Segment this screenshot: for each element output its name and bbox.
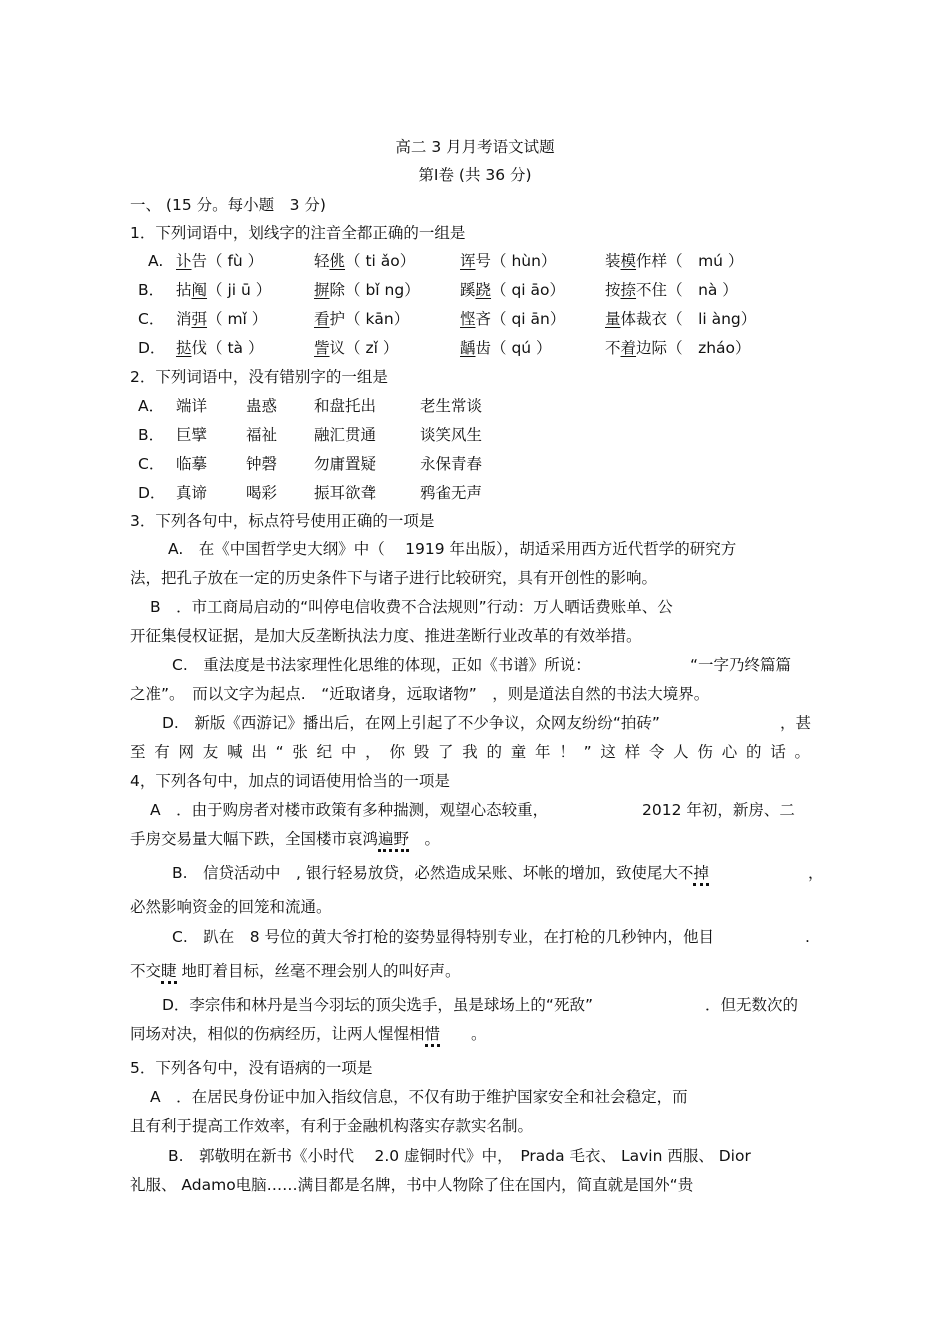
- question-1-term: [605, 250, 743, 272]
- section-heading: 一、 (15 分。每小题 3 分): [130, 196, 326, 214]
- question-3-option-d-line1: D. 新版《西游记》播出后，在网上引起了不少争议，众网友纷纷“拍砖”: [162, 714, 660, 732]
- underlined-char: 挞: [176, 339, 192, 357]
- term-word: 挞伐: [176, 339, 208, 357]
- question-2-word: 端详: [176, 397, 208, 415]
- question-4-option-a-line1: A ．由于购房者对楼市政策有多种揣测，观望心态较重，: [150, 801, 549, 819]
- question-4-option-b-line1-end: ，: [808, 864, 824, 882]
- underlined-char: 悭: [460, 310, 476, 328]
- question-5-option-b-line1: B. 郭敬明在新书《小时代 2.0 虚铜时代》中， Prada 毛衣、 Lavin 西服、 Dior: [168, 1147, 751, 1165]
- term-word: 消弭: [176, 310, 208, 328]
- term-pinyin: （ zǐ ）: [345, 339, 399, 357]
- question-1-term: [176, 279, 271, 301]
- question-3-option-d-line2: 至有网友喊出“张纪中，你毁了我的童年！”这样令人伤心的话。: [130, 743, 810, 761]
- term-pinyin: （ zháo）: [667, 339, 751, 357]
- question-2-word: 老生常谈: [420, 397, 483, 415]
- question-2-word: 勿庸置疑: [314, 455, 377, 473]
- question-4-option-a-line2: 手房交易量大幅下跌，全国楼市哀鸿遍野 。: [130, 828, 440, 850]
- question-3-option-b-line2: 开征集侵权证据，是加大反垄断执法力度、推进垄断行业改革的有效举措。: [130, 627, 642, 645]
- term-word: 不着边际: [605, 339, 668, 357]
- question-4-option-c-line2: 不交睫 地盯着目标，丝毫不理会别人的叫好声。: [130, 960, 460, 982]
- dotted-phrase: 遍野: [378, 830, 409, 852]
- question-5-option-b-line2: 礼服、 Adamo电脑……满目都是名牌，书中人物除了住在国内，简直就是国外“贵: [130, 1176, 694, 1194]
- underlined-char: 龋: [460, 339, 476, 357]
- question-3-option-c-line1-end: “一字乃终篇篇: [690, 656, 792, 674]
- question-5-option-a-line1: A ．在居民身份证中加入指纹信息，不仅有助于维护国家安全和社会稳定，而: [150, 1088, 688, 1106]
- question-3-option-a-line2: 法，把孔子放在一定的历史条件下与诸子进行比较研究，具有开创性的影响。: [130, 569, 658, 587]
- underlined-char: 诨: [460, 252, 476, 270]
- term-pinyin: （ ti ǎo）: [345, 252, 416, 270]
- dotted-phrase: 惜: [425, 1025, 441, 1047]
- term-word: 悭吝: [460, 310, 492, 328]
- question-4-option-a-line1-end: 2012 年初，新房、二: [642, 801, 795, 819]
- term-pinyin: （ nà ）: [667, 281, 738, 299]
- question-1-term: [176, 250, 263, 272]
- underlined-char: 讣: [176, 252, 192, 270]
- underlined-char: 看: [314, 310, 330, 328]
- question-1-term: [314, 279, 420, 301]
- question-5-option-a-line2: 且有利于提高工作效率，有利于金融机构落实存款实名制。: [130, 1117, 534, 1135]
- term-pinyin: （ mǐ ）: [207, 310, 268, 328]
- question-1-stem: 1．下列词语中，划线字的注音全都正确的一组是: [130, 224, 466, 242]
- question-1-option-label: B．: [138, 281, 165, 299]
- underlined-char: 着: [620, 339, 637, 357]
- term-word: 装模作样: [605, 252, 668, 270]
- term-word: 轻佻: [314, 252, 346, 270]
- term-pinyin: （ qi ān）: [491, 310, 566, 328]
- question-2-word: 真谛: [176, 484, 208, 502]
- term-word: 拈阄: [176, 281, 208, 299]
- underlined-char: 弭: [191, 310, 208, 328]
- question-2-word: 鸦雀无声: [420, 484, 483, 502]
- question-2-word: 永保青春: [420, 455, 483, 473]
- question-1-option-label: A.: [148, 252, 164, 270]
- term-word: 按捺不住: [605, 281, 668, 299]
- term-word: 訾议: [314, 339, 346, 357]
- term-pinyin: （ qi āo）: [491, 281, 566, 299]
- question-3-option-a-line1: A. 在《中国哲学史大纲》中（ 1919 年出版），胡适采用西方近代哲学的研究方: [168, 540, 737, 558]
- question-1-term: [460, 337, 552, 359]
- question-2-word: 蛊惑: [246, 397, 278, 415]
- question-2-word: 融汇贯通: [314, 426, 377, 444]
- question-2-word: 和盘托出: [314, 397, 377, 415]
- question-2-word: 钟磬: [246, 455, 278, 473]
- question-1-option-label: D．: [138, 339, 166, 357]
- question-2-word: 巨擘: [176, 426, 208, 444]
- question-1-term: [314, 250, 415, 272]
- term-word: 讣告: [176, 252, 208, 270]
- question-4-option-c-line1-end: .: [805, 928, 810, 946]
- term-word: 看护: [314, 310, 346, 328]
- term-word: 诨号: [460, 252, 492, 270]
- underlined-char: 模: [620, 252, 637, 270]
- term-word: 量体裁衣: [605, 310, 668, 328]
- underlined-char: 量: [605, 310, 621, 328]
- question-4-option-b-line2: 必然影响资金的回笼和流通。: [130, 898, 332, 916]
- question-1-term: [314, 337, 398, 359]
- question-1-term: [460, 250, 556, 272]
- exam-title: 高二 3 月月考语文试题: [395, 138, 555, 156]
- question-2-word: 喝彩: [246, 484, 278, 502]
- underlined-char: 訾: [314, 339, 330, 357]
- question-4-option-c-line1: C. 趴在 8 号位的黄大爷打枪的姿势显得特别专业，在打枪的几秒钟内，他目: [172, 928, 715, 946]
- question-1-term: [176, 308, 267, 330]
- question-2-word: 谈笑风生: [420, 426, 483, 444]
- question-1-term: [605, 337, 751, 359]
- term-pinyin: （ qú ）: [491, 339, 552, 357]
- dotted-phrase: 睫: [161, 962, 177, 984]
- term-pinyin: （ hùn）: [491, 252, 557, 270]
- question-4-option-d-line1: D．李宗伟和林丹是当今羽坛的顶尖选手，虽是球场上的“死敌”: [162, 996, 593, 1014]
- question-3-option-c-line2: 之准”。 而以文字为起点. “近取诸身，远取诸物” ，则是道法自然的书法大境界。: [130, 685, 710, 703]
- question-4-option-b-line1: B. 信贷活动中 , 银行轻易放贷，必然造成呆账、坏帐的增加，致使尾大不掉: [172, 862, 709, 884]
- question-2-word: 振耳欲聋: [314, 484, 377, 502]
- question-1-term: [460, 308, 565, 330]
- question-3-option-c-line1: C. 重法度是书法家理性化思维的体现，正如《书谱》所说：: [172, 656, 591, 674]
- term-pinyin: （ mú ）: [667, 252, 744, 270]
- question-4-option-d-line2: 同场对决，相似的伤病经历，让两人惺惺相惜 。: [130, 1023, 487, 1045]
- term-pinyin: （ ji ū ）: [207, 281, 272, 299]
- term-word: 龋齿: [460, 339, 492, 357]
- question-1-term: [605, 308, 756, 330]
- underlined-char: 跷: [475, 281, 492, 299]
- underlined-char: 摒: [314, 281, 330, 299]
- question-4-stem: 4，下列各句中，加点的词语使用恰当的一项是: [130, 772, 450, 790]
- question-2-option-label: B．: [138, 426, 165, 444]
- dotted-phrase: 掉: [693, 864, 709, 886]
- question-2-word: 福祉: [246, 426, 278, 444]
- question-1-term: [314, 308, 409, 330]
- question-1-term: [460, 279, 565, 301]
- question-4-option-d-line1-end: ．但无数次的: [705, 996, 799, 1014]
- question-2-option-label: A．: [138, 397, 165, 415]
- underlined-char: 佻: [329, 252, 346, 270]
- question-5-stem: 5．下列各句中，没有语病的一项是: [130, 1059, 373, 1077]
- question-1-term: [176, 337, 263, 359]
- exam-subtitle: 第Ⅰ卷 (共 36 分): [418, 166, 532, 184]
- question-1-term: [605, 279, 738, 301]
- question-3-stem: 3．下列各句中，标点符号使用正确的一项是: [130, 512, 435, 530]
- term-word: 摒除: [314, 281, 346, 299]
- term-word: 蹊跷: [460, 281, 492, 299]
- question-2-stem: 2．下列词语中，没有错别字的一组是: [130, 368, 388, 386]
- question-1-option-label: C．: [138, 310, 165, 328]
- question-2-option-label: C．: [138, 455, 165, 473]
- term-pinyin: （ kān）: [345, 310, 410, 328]
- question-2-option-label: D．: [138, 484, 166, 502]
- question-3-option-b-line1: B ．市工商局启动的“叫停电信收费不合法规则”行动：万人晒话费账单、公: [150, 598, 673, 616]
- question-3-option-d-line1-end: ，甚: [780, 714, 812, 732]
- underlined-char: 阄: [191, 281, 208, 299]
- term-pinyin: （ li àng）: [667, 310, 757, 328]
- underlined-char: 捺: [620, 281, 637, 299]
- term-pinyin: （ fù ）: [207, 252, 264, 270]
- term-pinyin: （ tà ）: [207, 339, 264, 357]
- term-pinyin: （ bǐ ng）: [345, 281, 420, 299]
- question-2-word: 临摹: [176, 455, 208, 473]
